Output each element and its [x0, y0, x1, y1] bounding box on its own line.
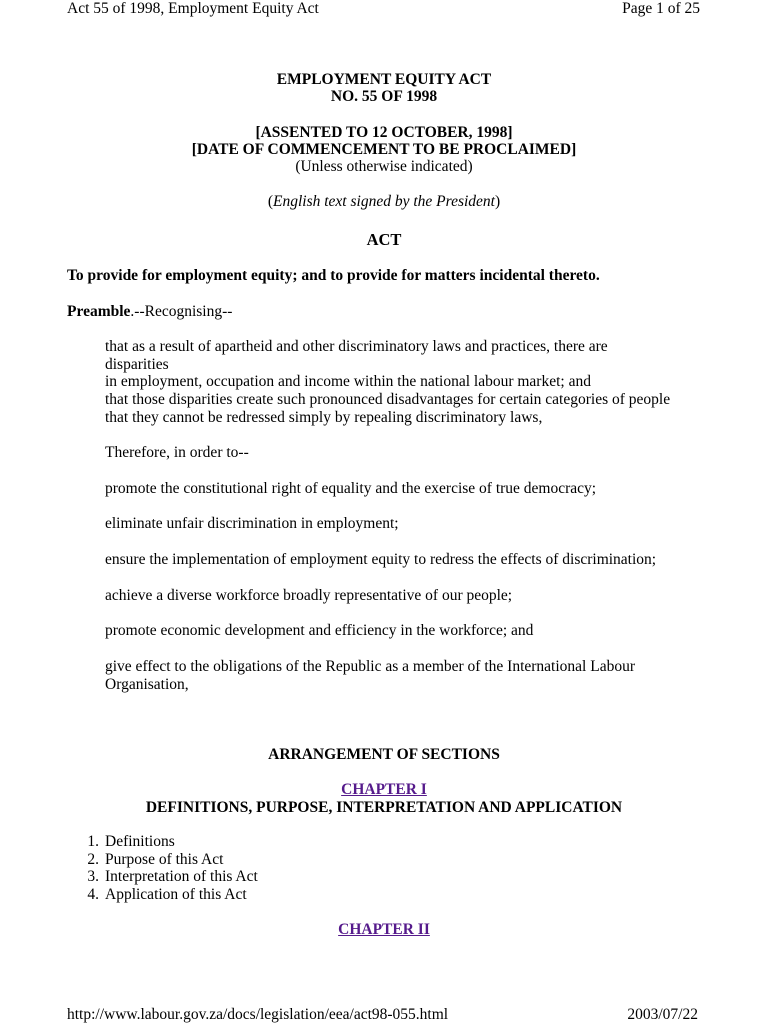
english-text-italic: English text signed by the President	[273, 193, 495, 210]
chapter-1-link[interactable]: CHAPTER I	[341, 781, 427, 798]
page-header	[67, 0, 700, 20]
section-item: 4. Application of this Act	[87, 885, 247, 903]
preamble-paragraph-1: that as a result of apartheid and other discriminatory laws and practices, there are disparities in employment, occupation and income within the national labour market; and	[105, 338, 608, 390]
header-page-number: Page 1 of 25	[622, 0, 700, 17]
act-number: NO. 55 OF 1998	[330, 88, 438, 105]
long-title: To provide for employment equity; and to provide for matters incidental thereto.	[67, 267, 600, 284]
section-label: Definitions	[105, 833, 175, 850]
commencement-date: [DATE OF COMMENCEMENT TO BE PROCLAIMED]	[191, 141, 577, 158]
unless-indicated: (Unless otherwise indicated)	[295, 158, 473, 175]
act-heading: ACT	[366, 230, 402, 249]
preamble-aim: give effect to the obligations of the Republic as a member of the International Labour Organisation,	[105, 658, 635, 693]
section-label: Purpose of this Act	[105, 850, 224, 868]
section-list	[81, 833, 258, 903]
arrangement-heading: ARRANGEMENT OF SECTIONS	[268, 746, 500, 763]
preamble-heading: Preamble.--Recognising--	[67, 303, 233, 320]
section-item: 2. Purpose of this Act	[87, 850, 224, 868]
preamble-paragraph-2: that those disparities create such pronounced disadvantages for certain categories of people that they cannot be redressed simply by repealing discriminatory laws,	[105, 391, 671, 426]
section-item: 1. Definitions	[87, 833, 175, 850]
english-text-note: (English text signed by the President)	[267, 193, 501, 210]
footer-date: 2003/07/22	[627, 1006, 698, 1023]
chapter-1-title: DEFINITIONS, PURPOSE, INTERPRETATION AND APPLICATION	[145, 799, 623, 816]
section-label: Interpretation of this Act	[105, 868, 258, 885]
preamble-aim: achieve a diverse workforce broadly representative of our people;	[105, 587, 513, 604]
header-document-title: Act 55 of 1998, Employment Equity Act	[67, 0, 319, 17]
preamble-label: Preamble	[67, 303, 131, 320]
preamble-therefore: Therefore, in order to--	[105, 444, 249, 461]
act-title: EMPLOYMENT EQUITY ACT	[276, 71, 492, 88]
assent-date: [ASSENTED TO 12 OCTOBER, 1998]	[255, 124, 513, 141]
preamble-aim: ensure the implementation of employment equity to redress the effects of discrimination;	[105, 551, 657, 568]
preamble-aim: promote the constitutional right of equality and the exercise of true democracy;	[105, 480, 597, 497]
preamble-aim: promote economic development and efficiency in the workforce; and	[105, 622, 534, 639]
footer-url: http://www.labour.gov.za/docs/legislation/eea/act98-055.html	[67, 1006, 449, 1023]
preamble-aim: eliminate unfair discrimination in employment;	[105, 515, 399, 532]
chapter-2-link[interactable]: CHAPTER II	[338, 921, 430, 938]
section-item: 3. Interpretation of this Act	[87, 868, 258, 885]
section-label: Application of this Act	[105, 885, 247, 903]
